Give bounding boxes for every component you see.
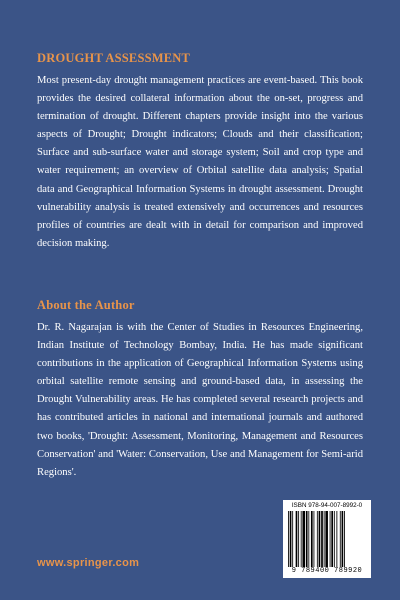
barcode-stripe [330, 511, 331, 567]
barcode-stripe [314, 511, 315, 567]
publisher-url: www.springer.com [37, 557, 140, 569]
barcode-stripe [317, 511, 318, 567]
barcode-stripe [290, 511, 292, 567]
barcode-stripe [319, 511, 321, 567]
author-bio-paragraph: Dr. R. Nagarajan is with the Center of Studies in Resources Engineering, Indian Institute of Technology Bombay, India. He has made significant contributions in the application of Geographical Information Systems using orbital satellite remote sensing and ground-based data, in assessing the Drought Vulnerability areas. He has completed several research projects and has contributed articles in national and international journals and authored two books, 'Drought: Assessment, Monitoring, Management and Resources Conservation' and 'Water: Conservation, Use and Management for Semi-arid Regions'. [37, 322, 363, 478]
book-description-paragraph: Most present-day drought management practices are event-based. This book provides the desired collateral information about the on-set, progress and termination of drought. Different chapters provide insight into the various aspects of Drought; Drought indicators; Clouds and their classification; Surface and sub-surface water and storage system; Soil and crop type and water requirement; an overview of Orbital satellite data analysis; Spatial data and Geographical Information Systems in drought assessment. Drought vulnerability analysis is treated extensively and occurrences and resources profiles of countries are dealt with in detail for comparison and improved decision making. [37, 75, 363, 249]
barcode-stripe [306, 511, 308, 567]
barcode-stripe [334, 511, 335, 567]
barcode-stripe [311, 511, 313, 567]
barcode-stripe [336, 511, 337, 567]
barcode-stripe [301, 511, 302, 567]
barcode-stripe [324, 511, 325, 567]
isbn-label: ISBN 978-94-007-8992-0 [291, 502, 363, 509]
barcode-stripe [331, 511, 333, 567]
barcode-bars-icon [288, 511, 368, 567]
barcode-digits: 9 789400 789920 [291, 567, 363, 575]
barcode [283, 500, 371, 578]
barcode-stripe [288, 511, 289, 567]
barcode-stripe [342, 511, 344, 567]
barcode-stripe [325, 511, 328, 567]
section-heading-drought-assessment: DROUGHT ASSESSMENT [37, 51, 191, 65]
barcode-stripe [340, 511, 341, 567]
barcode-stripe [344, 511, 345, 567]
section-heading-about-author: About the Author [37, 298, 135, 312]
barcode-stripe [308, 511, 309, 567]
barcode-stripe [296, 511, 298, 567]
barcode-stripe [321, 511, 323, 567]
barcode-stripe [292, 511, 293, 567]
barcode-stripe [298, 511, 299, 567]
barcode-stripe [302, 511, 305, 567]
